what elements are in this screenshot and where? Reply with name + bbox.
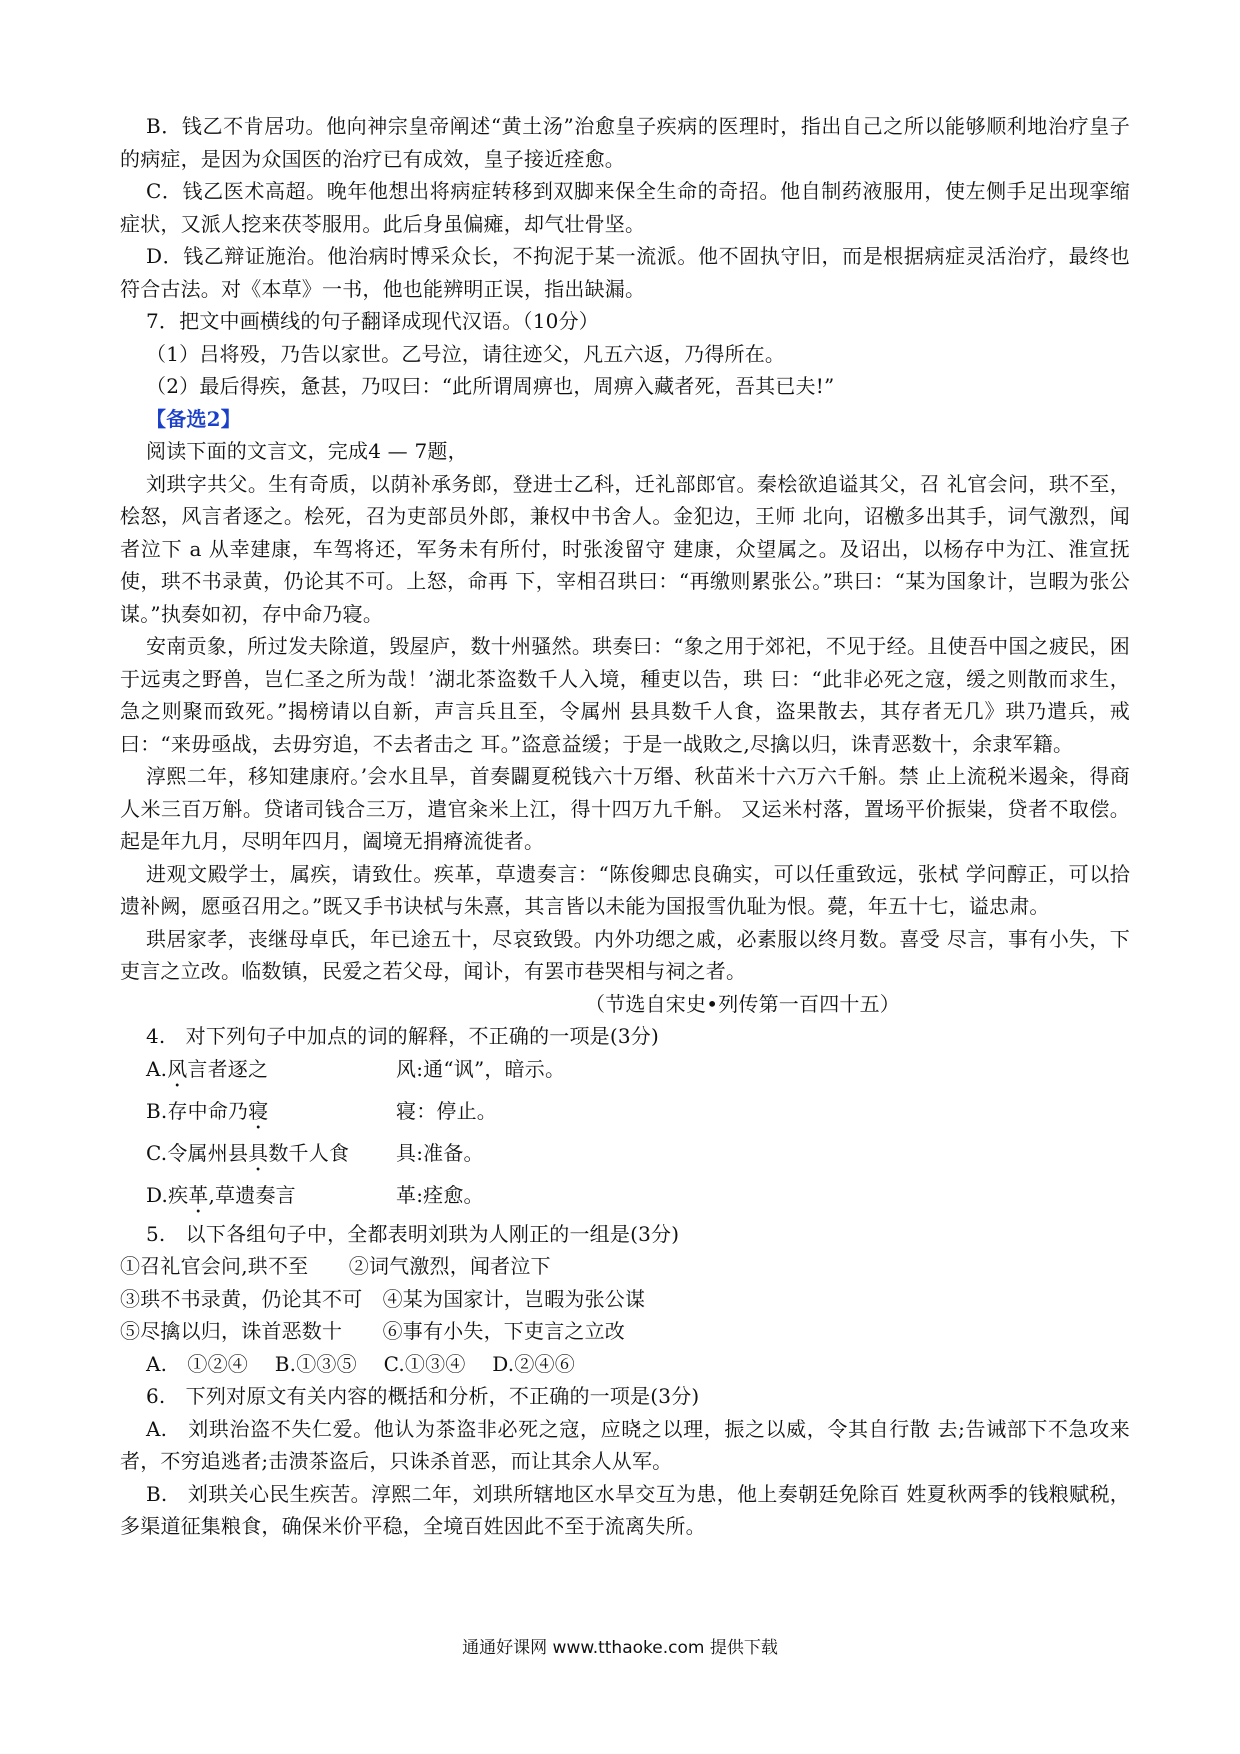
question-6-option-a: A. 刘珙治盗不失仁爱。他认为茶盗非必死之寇，应晓之以理，振之以威，令其自行散 去;告诫部下不急攻来者，不穷追逃者;击溃茶盗后，只诛杀首恶，而让其余人从军。 bbox=[120, 1416, 1130, 1473]
passage-paragraph-3: 淳熙二年，移知建康府。’会水且旱，首奏闢夏税钱六十万缗、秋苗米十六万六千斛。禁 止上流税米遏籴，得商人米三百万斛。贷诸司钱合三万，遣官籴米上江，得十四万九千斛。 又运米村落，置场平价振粜，贷者不取偿。起是年九月，尽明年四月，阖境无捐瘠流徙者。 bbox=[120, 764, 1130, 853]
question-7-sentence-2: （2）最后得疾，惫甚，乃叹曰：“此所谓周痹也，周痹入藏者死，吾其已夫!” bbox=[146, 374, 835, 398]
page-footer: 通通好课网 www.tthaoke.com 提供下载 bbox=[462, 1638, 778, 1658]
question-5-choices: A. ①②④ B.①③⑤ C.①③④ D.②④⑥ bbox=[146, 1351, 575, 1376]
question-4-option-b bbox=[120, 1095, 1130, 1134]
option-b-paragraph: B．钱乙不肯居功。他向神宗皇帝阐述“黄土汤”治愈皇子疾病的医理时，指出自己之所以能够顺利地治疗皇子的病症，是因为众国医的治疗已有成效，皇子接近痊愈。 bbox=[120, 114, 1130, 171]
option-gloss: 寝：停止。 bbox=[396, 1098, 497, 1123]
passage-source: （节选自宋史•列传第一百四十五） bbox=[585, 991, 900, 1016]
question-6-stem: 6. 下列对原文有关内容的概括和分析，不正确的一项是(3分) bbox=[146, 1384, 700, 1408]
option-d-paragraph: D．钱乙辩证施治。他治病时博采众长，不拘泥于某一流派。他不固执守旧，而是根据病症灵活治疗，最终也符合古法。对《本草》一书，他也能辨明正误，指出缺漏。 bbox=[120, 244, 1130, 301]
option-c-paragraph: C．钱乙医术高超。晚年他想出将病症转移到双脚来保全生命的奇招。他自制药液服用，使左侧手足出现挛缩症状，又派人挖来茯苓服用。此后身虽偏瘫，却气壮骨坚。 bbox=[120, 179, 1130, 236]
dotted-word: 风 bbox=[167, 1056, 188, 1081]
question-7-sentence-1: （1）吕将殁，乃告以家世。乙号泣，请往迹父，凡五六返，乃得所在。 bbox=[146, 341, 786, 366]
question-4-option-c bbox=[120, 1137, 1130, 1176]
dotted-word: 具 bbox=[248, 1140, 269, 1165]
passage-paragraph-5: 珙居家孝，丧继母卓氏，年已途五十，尽哀致毁。内外功缌之戚，必素服以终月数。喜受 尽言，事有小失，下吏言之立改。临数镇，民爱之若父母，闻讣，有罢市巷哭相与祠之者。 bbox=[120, 926, 1130, 983]
option-sentence: C.令属州县具数千人食 bbox=[146, 1140, 350, 1165]
backup-heading: 【备选2】 bbox=[146, 406, 241, 431]
question-5-row-3: ⑤尽擒以归，诛首恶数十 ⑥事有小失，下吏言之立改 bbox=[120, 1319, 625, 1343]
question-5-row-2: ③珙不书录黄，仍论其不可 ④某为国家计，岂暇为张公谋 bbox=[120, 1286, 646, 1311]
document-page bbox=[120, 110, 1130, 1543]
option-sentence: D.疾革,草遗奏言 bbox=[146, 1182, 296, 1207]
option-sentence: A.风言者逐之 bbox=[146, 1056, 269, 1081]
question-5-stem: 5. 以下各组句子中，全都表明刘珙为人刚正的一组是(3分) bbox=[146, 1221, 680, 1246]
dotted-word: 革 bbox=[188, 1182, 209, 1207]
question-4-option-d bbox=[120, 1179, 1130, 1218]
option-sentence: B.存中命乃寝 bbox=[146, 1098, 269, 1123]
question-6-option-b: B. 刘珙关心民生疾苦。淳熙二年，刘珙所辖地区水旱交互为患，他上奏朝廷免除百 姓夏秋两季的钱粮赋税，多渠道征集粮食，确保米价平稳，全境百姓因此不至于流离失所。 bbox=[120, 1481, 1130, 1538]
question-5-row-1: ①召礼官会问,珙不至 ②词气激烈，闻者泣下 bbox=[120, 1254, 551, 1278]
option-gloss: 风:通“讽”，暗示。 bbox=[396, 1056, 566, 1081]
option-gloss: 具:准备。 bbox=[396, 1140, 484, 1165]
question-4-stem: 4. 对下列句子中加点的词的解释，不正确的一项是(3分) bbox=[146, 1024, 660, 1048]
question-4-option-a bbox=[120, 1053, 1130, 1092]
passage-paragraph-1: 刘珙字共父。生有奇质，以荫补承务郎，登进士乙科，迁礼部郎官。秦桧欲追谥其父，召 礼官会问，珙不至，桧怒，风言者逐之。桧死，召为吏部员外郎，兼权中书舍人。金犯边，王师 北向，诏檄多出其手，词气激烈，闻者泣下 a 从幸建康，车驾将还，军务未有所付，时张浚留守 建康，众望属之。及诏出，以杨存中为江、淮宣抚使，珙不书录黄，仍论其不可。上怒，命再 下，宰相召珙曰：“再缴则累张公。”珙曰：“某为国象计，岂暇为张公谋。”执奏如初，存中命乃寝。 bbox=[120, 471, 1130, 626]
passage-paragraph-4: 进观文殿学士，属疾，请致仕。疾革，草遗奏言：“陈俊卿忠良确实，可以任重致远，张栻 学问醇正，可以拾遗补阙，愿亟召用之。”既又手书诀栻与朱熹，其言皆以未能为国报雪仇耻为恨。薨，年五十七，谥忠肃。 bbox=[120, 861, 1130, 918]
option-gloss: 革:痊愈。 bbox=[396, 1182, 484, 1207]
dotted-word: 寝 bbox=[248, 1098, 269, 1123]
reading-instruction: 阅读下面的文言文，完成4 — 7题， bbox=[146, 439, 468, 463]
question-7-stem: 7．把文中画横线的句子翻译成现代汉语。（10分） bbox=[146, 309, 599, 333]
passage-paragraph-2: 安南贡象，所过发夫除道，毁屋庐，数十州骚然。珙奏曰：“象之用于郊祀，不见于经。且使吾中国之疲民，困于远夷之野兽，岂仁圣之所为哉！’湖北茶盗数千人入境，種吏以告，珙 曰：“此非必死之寇，缓之则散而求生，急之则聚而致死。”揭榜请以自新，声言兵且至，令属州 县具数千人食，盗果散去，其存者无几》珙乃遣兵，戒曰：“来毋亟战，去毋穷追，不去者击之 耳。”盗意益缓；于是一战敗之,尽擒以归，诛青恶数十，余隶军籍。 bbox=[120, 634, 1130, 756]
